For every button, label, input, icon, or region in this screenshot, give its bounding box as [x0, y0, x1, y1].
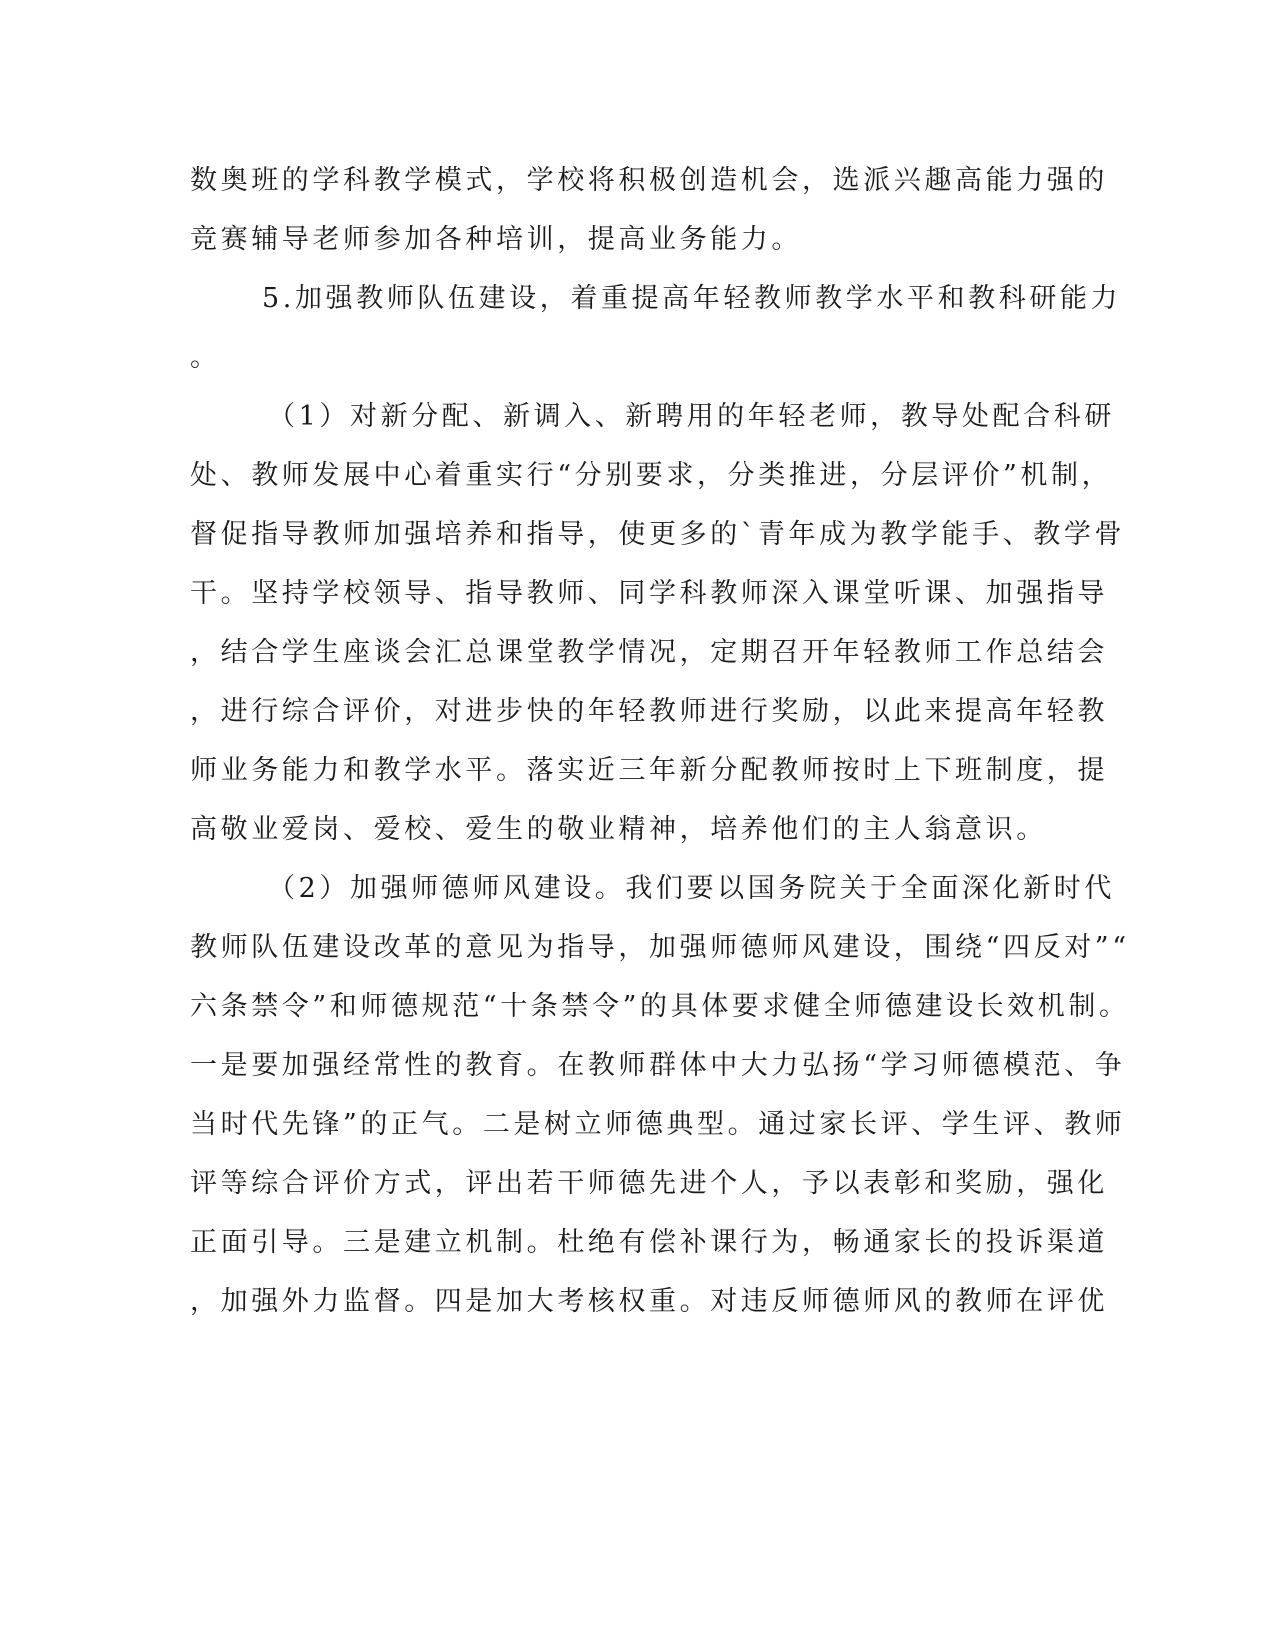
section-heading: 5.加强教师队伍建设，着重提高年轻教师教学水平和教科研能力	[262, 283, 1122, 314]
text-line: ，进行综合评价，对进步快的年轻教师进行奖励，以此来提高年轻教	[190, 696, 1108, 727]
text-line: 六条禁令”和师德规范“十条禁令”的具体要求健全师德建设长效机制。	[190, 991, 1130, 1022]
text-line: 师业务能力和教学水平。落实近三年新分配教师按时上下班制度，提	[190, 755, 1108, 786]
text-line: 督促指导教师加强培养和指导，使更多的`青年成为教学能手、教学骨	[190, 519, 1126, 550]
text-line: （1）对新分配、新调入、新聘用的年轻老师，教导处配合科研	[268, 401, 1115, 432]
text-line: 评等综合评价方式，评出若干师德先进个人，予以表彰和奖励，强化	[190, 1168, 1108, 1199]
text-line: 干。坚持学校领导、指导教师、同学科教师深入课堂听课、加强指导	[190, 578, 1108, 609]
text-line: 。	[190, 342, 221, 373]
text-line: ，加强外力监督。四是加大考核权重。对违反师德师风的教师在评优	[190, 1286, 1108, 1317]
text-line: 一是要加强经常性的教育。在教师群体中大力弘扬“学习师德模范、争	[190, 1050, 1126, 1081]
text-line: 正面引导。三是建立机制。杜绝有偿补课行为，畅通家长的投诉渠道	[190, 1227, 1108, 1258]
text-line: （2）加强师德师风建设。我们要以国务院关于全面深化新时代	[268, 873, 1115, 904]
text-line: 教师队伍建设改革的意见为指导，加强师德师风建设，围绕“四反对”“	[190, 932, 1130, 963]
text-line: 竞赛辅导老师参加各种培训，提高业务能力。	[190, 224, 802, 255]
text-line: 数奥班的学科教学模式，学校将积极创造机会，选派兴趣高能力强的	[190, 165, 1108, 196]
text-line: 处、教师发展中心着重实行“分别要求，分类推进，分层评价”机制，	[190, 460, 1113, 491]
text-line: 高敬业爱岗、爱校、爱生的敬业精神，培养他们的主人翁意识。	[190, 814, 1047, 845]
text-line: ，结合学生座谈会汇总课堂教学情况，定期召开年轻教师工作总结会	[190, 637, 1108, 668]
text-line: 当时代先锋”的正气。二是树立师德典型。通过家长评、学生评、教师	[190, 1109, 1126, 1140]
